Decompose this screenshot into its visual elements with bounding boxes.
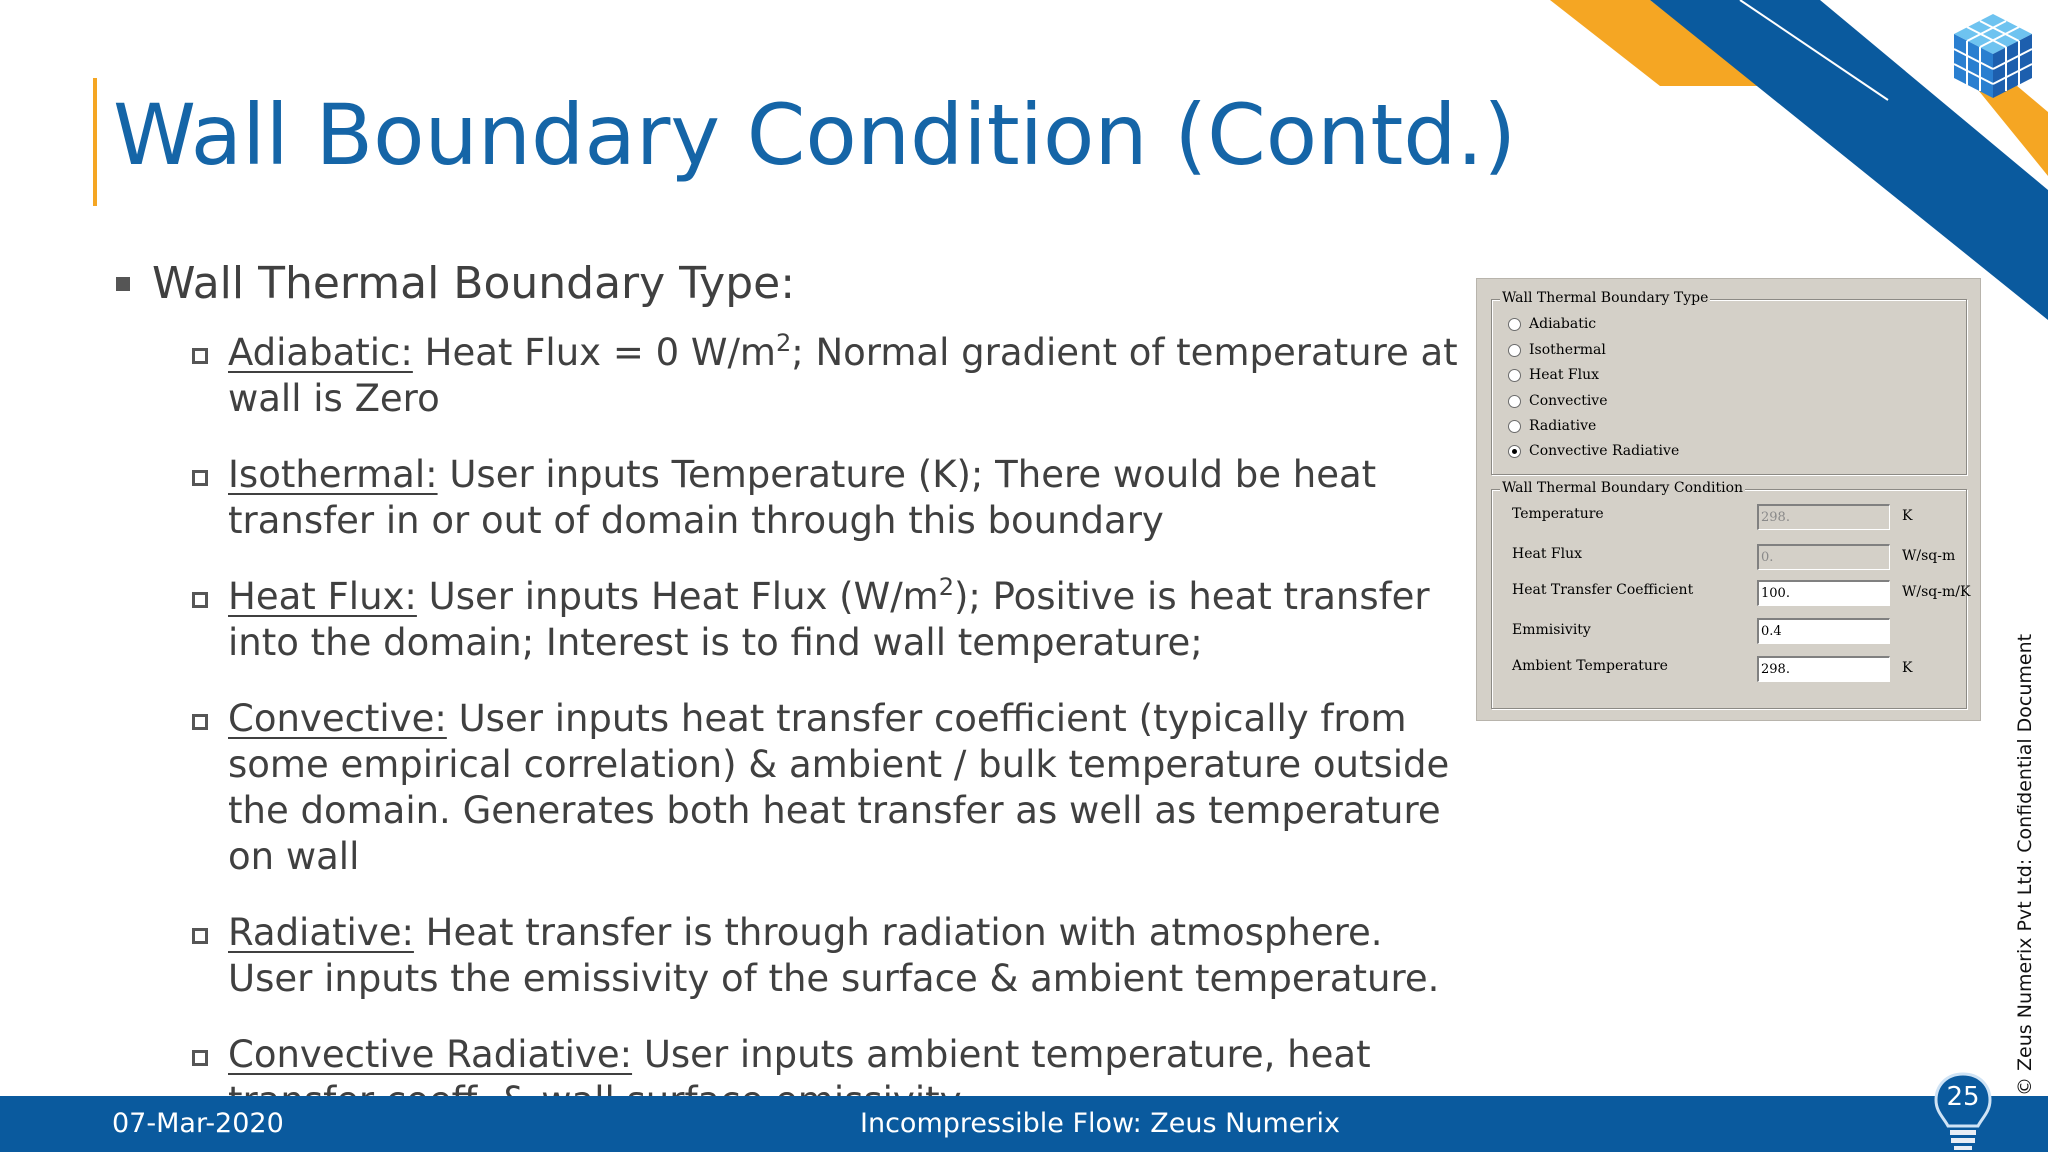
radio-radiative[interactable] [1508,418,1596,434]
item-text: Heat transfer is through radiation with atmosphere. User inputs the emissivity of the surface & ambient temperature. [228,911,1440,1000]
radio-adiabatic[interactable] [1508,316,1596,332]
copyright-notice: © Zeus Numerix Pvt Ltd: Confidential Document [2014,633,2036,1096]
boundary-dialog [1476,278,1981,721]
radio-label: Radiative [1529,418,1597,434]
main-bullet [116,258,795,309]
radio-label: Convective [1529,393,1608,409]
item-text: User inputs Heat Flux (W/m [416,575,939,618]
item-superscript: 2 [938,573,954,601]
hollow-square-bullet-icon [192,470,208,486]
footer-title: Incompressible Flow: Zeus Numerix [860,1108,1340,1139]
radio-circle-icon[interactable] [1508,420,1521,433]
radio-isothermal[interactable] [1508,342,1606,358]
field-label-htc: Heat Transfer Coefficient [1512,582,1694,598]
thermal-type-group [1491,290,1967,475]
radio-circle-icon[interactable] [1508,395,1521,408]
item-text: User inputs Temperature (K); There would be heat transfer in or out of domain through this boundary [228,453,1377,542]
company-logo-icon [1950,10,2036,102]
list-item-radiative [190,910,1460,1002]
field-label-heat-flux: Heat Flux [1512,546,1583,562]
temperature-input[interactable] [1757,504,1890,530]
list-item-heat-flux [190,574,1460,666]
field-label-temperature: Temperature [1512,506,1604,522]
list-item-convective [190,696,1460,880]
field-label-emissivity: Emmisivity [1512,622,1591,638]
radio-label: Convective Radiative [1529,443,1680,459]
hollow-square-bullet-icon [192,714,208,730]
item-term: Heat Flux: [228,575,417,618]
item-term: Convective: [228,697,447,740]
thermal-condition-group [1491,480,1971,709]
field-unit-htc: W/sq-m/K [1902,584,1971,600]
group-title: Wall Thermal Boundary Condition [1502,480,1744,496]
footer-date: 07-Mar-2020 [112,1108,284,1139]
radio-heat-flux[interactable] [1508,367,1599,383]
field-unit-temperature: K [1902,508,1913,524]
page-number: 25 [1946,1082,1980,1112]
footer-bar [0,1096,2048,1152]
item-text-continued: ; Normal gradient of temperature at wall is Zero [228,331,1458,420]
ambient-temperature-input[interactable] [1757,656,1890,682]
hollow-square-bullet-icon [192,592,208,608]
radio-convective-radiative[interactable] [1508,443,1679,459]
item-term: Isothermal: [228,453,438,496]
radio-convective[interactable] [1508,393,1608,409]
radio-circle-icon[interactable] [1508,344,1521,357]
thermal-type-list [190,330,1460,1152]
list-item-adiabatic [190,330,1460,422]
item-text-continued: ); Positive is heat transfer into the domain; Interest is to find wall temperature; [228,575,1430,664]
group-title: Wall Thermal Boundary Type [1502,290,1709,306]
item-term: Radiative: [228,911,414,954]
radio-circle-icon[interactable] [1508,318,1521,331]
radio-selected-icon[interactable] [1508,445,1521,458]
field-unit-ambient-temperature: K [1902,660,1913,676]
item-text: User inputs heat transfer coefficient (typically from some empirical correlation) & ambient / bulk temperature outside the domain. Generates both heat transfer as well as temperature on wall [228,697,1450,878]
emissivity-input[interactable] [1757,618,1890,644]
slide-title: Wall Boundary Condition (Contd.) [113,86,1517,184]
item-superscript: 2 [775,329,792,357]
field-unit-heat-flux: W/sq-m [1902,548,1956,564]
hollow-square-bullet-icon [192,348,208,364]
item-term: Adiabatic: [228,331,413,374]
list-item-isothermal [190,452,1460,544]
item-text: User inputs ambient temperature, heat [643,1033,1371,1076]
radio-label: Adiabatic [1529,316,1597,332]
heat-flux-input[interactable] [1757,544,1890,570]
item-text: Heat Flux = 0 W/m [412,331,776,374]
radio-circle-icon[interactable] [1508,369,1521,382]
square-bullet-icon [116,277,130,291]
main-bullet-text: Wall Thermal Boundary Type: [152,258,796,309]
hollow-square-bullet-icon [192,928,208,944]
radio-label: Isothermal [1529,342,1606,358]
radio-label: Heat Flux [1529,367,1600,383]
item-term: Convective Radiative: [228,1033,633,1076]
field-label-ambient-temperature: Ambient Temperature [1512,658,1668,674]
title-accent-bar [93,78,97,206]
hollow-square-bullet-icon [192,1050,208,1066]
heat-transfer-coefficient-input[interactable] [1757,580,1890,606]
